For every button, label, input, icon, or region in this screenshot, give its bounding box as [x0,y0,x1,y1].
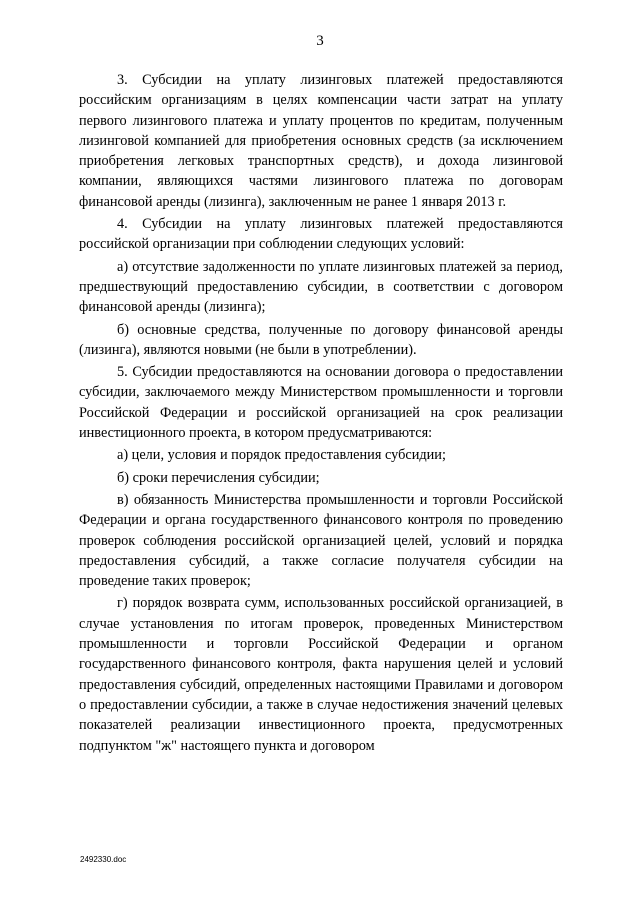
paragraph-4b-new-assets: б) основные средства, полученные по договору финансовой аренды (лизинга), являются новыми (не были в употреблении). [79,321,563,358]
document-body [79,70,563,758]
paragraph-4-conditions: 4. Субсидии на уплату лизинговых платежей предоставляются российской организации при соблюдении следующих условий: [79,216,563,253]
page-number: 3 [316,33,324,49]
paragraph-5v-obligation: в) обязанность Министерства промышленности и торговли Российской Федерации и органа государственного финансового контроля по проведению проверок соблюдения российской организацией целей, условий и порядка предоставления субсидий, а также согласие получателя субсидии на проведение таких проверок; [79,491,563,590]
footer-filename: 2492330.doc [80,855,127,864]
paragraph-3-leasing-subsidies: 3. Субсидии на уплату лизинговых платежей предоставляются российским организациям в целях компенсации части затрат на уплату первого лизингового платежа и уплату процентов по кредитам, полученным лизинговой компанией для приобретения основных средств (за исключением приобретения легковых транспортных средств), и дохода лизинговой компании, являющихся частями лизингового платежа по договорам финансовой аренды (лизинга), заключенным не ранее 1 января 2013 г. [79,72,563,210]
paragraph-5a-goals: а) цели, условия и порядок предоставления субсидии; [117,447,446,464]
paragraph-5b-terms: б) сроки перечисления субсидии; [117,469,320,486]
paragraph-5-agreement: 5. Субсидии предоставляются на основании договора о предоставлении субсидии, заключаемого между Министерством промышленности и торговли Российской Федерации и российской организацией на срок реализации инвестиционного проекта, в котором предусматриваются: [79,364,563,442]
paragraph-4a-no-debt: а) отсутствие задолженности по уплате лизинговых платежей за период, предшествующий предоставлению субсидии, в соответствии с договором финансовой аренды (лизинга); [79,258,563,316]
paragraph-5g-refund-procedure: г) порядок возврата сумм, использованных российской организацией, в случае установления по итогам проверок, проведенных Министерством промышленности и торговли Российской Федерации и органом государственного финансового контроля, факта нарушения целей и условий предоставления субсидий, определенных настоящими Правилами и договором о предоставлении субсидии, а также в случае недостижения значений целевых показателей реализации инвестиционного проекта, предусмотренных подпунктом "ж" настоящего пункта и договором [79,595,563,754]
